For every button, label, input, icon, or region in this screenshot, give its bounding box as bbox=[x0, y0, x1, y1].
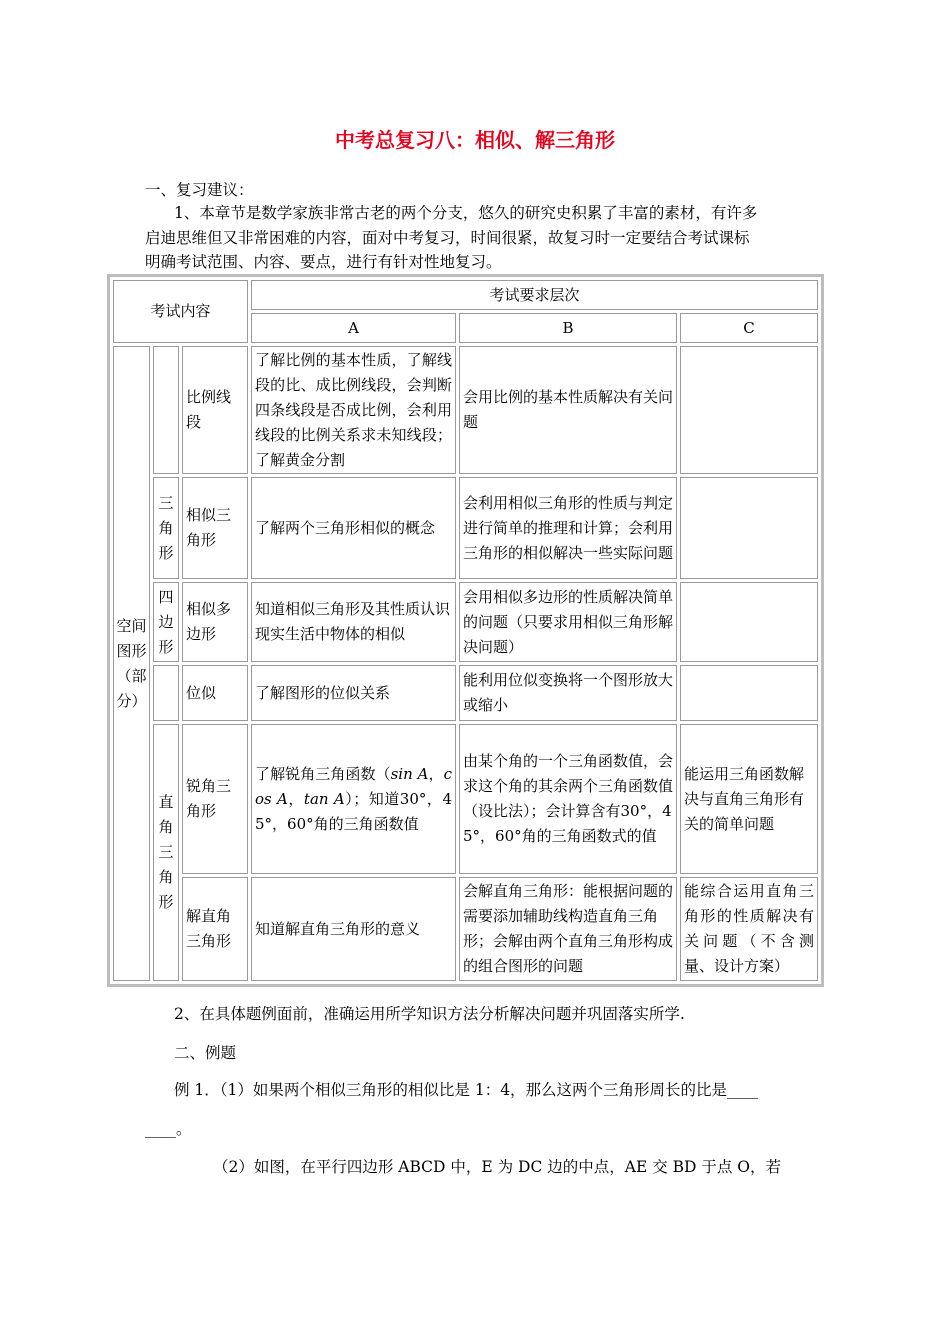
level-c-cell bbox=[680, 582, 818, 662]
table-row bbox=[113, 477, 818, 579]
topic-cell: 相似多边形 bbox=[182, 582, 248, 662]
level-a-cell: 知道相似三角形及其性质认识现实生活中物体的相似 bbox=[251, 582, 456, 662]
table-row bbox=[113, 877, 818, 981]
example-1-question-1: 例 1．（1）如果两个相似三角形的相似比是 1：4，那么这两个三角形周长的比是____ bbox=[174, 1081, 759, 1099]
example-1-blank-continuation: ____。 bbox=[145, 1120, 192, 1138]
level-b-cell: 会用比例的基本性质解决有关问题 bbox=[459, 346, 677, 474]
level-a-cell bbox=[251, 724, 456, 874]
topic-cell: 比例线段 bbox=[182, 346, 248, 474]
level-a-cell: 了解图形的位似关系 bbox=[251, 665, 456, 721]
table-row bbox=[113, 582, 818, 662]
section-heading-suggestions: 一、复习建议： bbox=[145, 181, 254, 199]
trig-text: ， bbox=[287, 789, 304, 808]
paragraph-line: 启迪思维但又非常困难的内容，面对中考复习，时间很紧，故复习时一定要结合考试课标 bbox=[145, 229, 750, 247]
level-b-cell: 会利用相似三角形的性质与判定进行简单的推理和计算；会利用三角形的相似解决一些实际问题 bbox=[459, 477, 677, 579]
level-a-cell: 知道解直角三角形的意义 bbox=[251, 877, 456, 981]
level-b-cell: 会用相似多边形的性质解决简单的问题（只要求用相似三角形解决问题） bbox=[459, 582, 677, 662]
header-level-a: A bbox=[251, 313, 456, 343]
paragraph-line: 明确考试范围、内容、要点，进行有针对性地复习。 bbox=[145, 253, 502, 271]
group-triangle: 三角形 bbox=[153, 477, 179, 579]
paragraph-2: 2、在具体题例面前，准确运用所学知识方法分析解决问题并巩固落实所学. bbox=[174, 1005, 685, 1023]
table-row bbox=[113, 665, 818, 721]
exam-requirements-table bbox=[107, 274, 824, 987]
level-c-cell bbox=[680, 477, 818, 579]
level-b-cell: 由某个角的一个三角函数值，会求这个角的其余两个三角函数值（设比法）；会计算含有30°，45°，60°角的三角函数式的值 bbox=[459, 724, 677, 874]
topic-cell: 位似 bbox=[182, 665, 248, 721]
trig-text: ）；知道30°，45°，60°角的三角函数值 bbox=[255, 789, 452, 833]
level-c-cell bbox=[680, 665, 818, 721]
group-spatial-figures: 空间图形（部分） bbox=[113, 346, 150, 981]
section-heading-examples: 二、例题 bbox=[174, 1044, 237, 1062]
level-c-cell: 能综合运用直角三角形的性质解决有关问题（不含测量、设计方案） bbox=[680, 877, 818, 981]
header-exam-content: 考试内容 bbox=[113, 280, 248, 343]
table-row bbox=[113, 346, 818, 474]
level-b-cell: 会解直角三角形：能根据问题的需要添加辅助线构造直角三角形；会解由两个直角三角形构成的组合图形的问题 bbox=[459, 877, 677, 981]
topic-cell: 相似三角形 bbox=[182, 477, 248, 579]
trig-text: 了解锐角三角函数（ bbox=[255, 764, 391, 783]
group-empty bbox=[153, 665, 179, 721]
example-1-question-2: （2）如图，在平行四边形 ABCD 中，E 为 DC 边的中点，AE 交 BD 于点 O，若 bbox=[213, 1158, 781, 1176]
header-level-c: C bbox=[680, 313, 818, 343]
sin-a-formula: sin A bbox=[390, 764, 429, 783]
group-right-triangle: 直角三角形 bbox=[153, 724, 179, 981]
level-c-cell bbox=[680, 346, 818, 474]
paragraph-line: 1、本章节是数学家族非常古老的两个分支，悠久的研究史积累了丰富的素材，有许多 bbox=[174, 204, 758, 222]
topic-cell: 解直角三角形 bbox=[182, 877, 248, 981]
tan-a-formula: tan A bbox=[303, 789, 345, 808]
document-title: 中考总复习八：相似、解三角形 bbox=[335, 128, 615, 152]
group-empty bbox=[153, 346, 179, 474]
level-a-cell: 了解比例的基本性质，了解线段的比、成比例线段，会判断四条线段是否成比例，会利用线段的比例关系求未知线段；了解黄金分割 bbox=[251, 346, 456, 474]
trig-text: ， bbox=[428, 764, 444, 783]
level-b-cell: 能利用位似变换将一个图形放大或缩小 bbox=[459, 665, 677, 721]
header-requirement-levels: 考试要求层次 bbox=[251, 280, 818, 310]
topic-cell: 锐角三角形 bbox=[182, 724, 248, 874]
level-a-cell: 了解两个三角形相似的概念 bbox=[251, 477, 456, 579]
table-row bbox=[113, 724, 818, 874]
header-level-b: B bbox=[459, 313, 677, 343]
cos-a-formula: cos A bbox=[255, 764, 452, 808]
level-c-cell: 能运用三角函数解决与直角三角形有关的简单问题 bbox=[680, 724, 818, 874]
group-quadrilateral: 四边形 bbox=[153, 582, 179, 662]
